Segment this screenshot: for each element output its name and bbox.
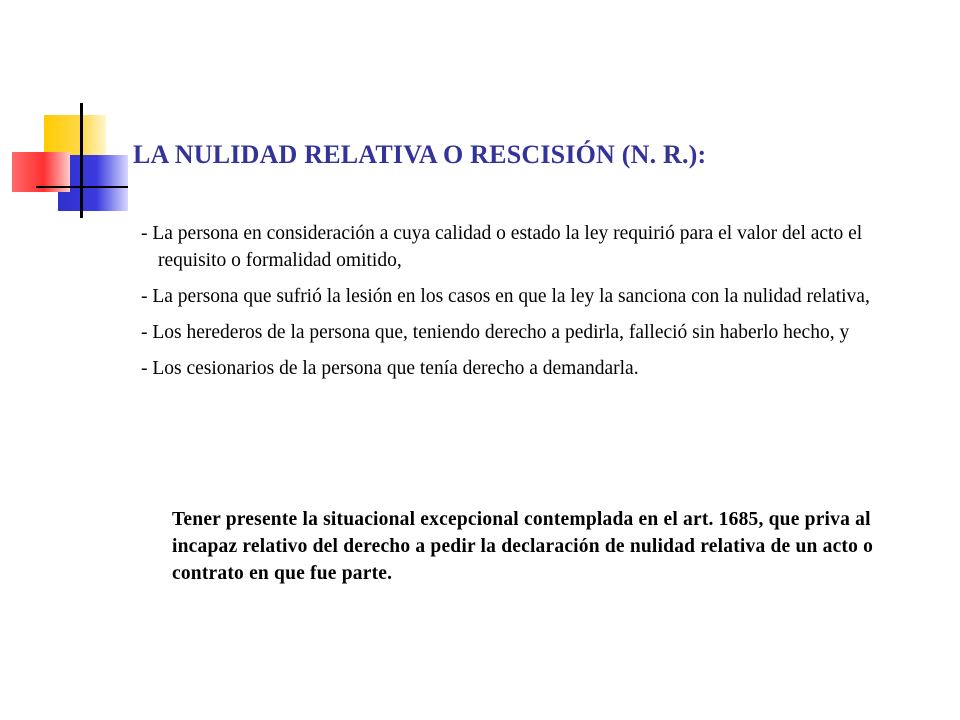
slide-title: LA NULIDAD RELATIVA O RESCISIÓN (N. R.): [133, 140, 707, 169]
bullet-item: - La persona en consideración a cuya calidad o estado la ley requirió para el valor del acto el requisito o formalidad omitido, [141, 223, 863, 271]
bullet-item: - La persona que sufrió la lesión en los casos en que la ley la sanciona con la nulidad relativa, [141, 286, 870, 307]
logo-horizontal-line [36, 186, 128, 188]
logo-vertical-line [80, 103, 83, 218]
bullet-list [141, 220, 921, 391]
bullet-item: - Los herederos de la persona que, teniendo derecho a pedirla, falleció sin haberlo hecho, y [141, 322, 850, 343]
colored-blocks-logo-icon [0, 0, 160, 230]
bullet-item: - Los cesionarios de la persona que tenía derecho a demandarla. [141, 358, 639, 379]
note-paragraph: Tener presente la situacional excepcional contemplada en el art. 1685, que priva al incapaz relativo del derecho a pedir la declaración de nulidad relativa de un acto o contrato en que fue parte. [172, 509, 874, 584]
